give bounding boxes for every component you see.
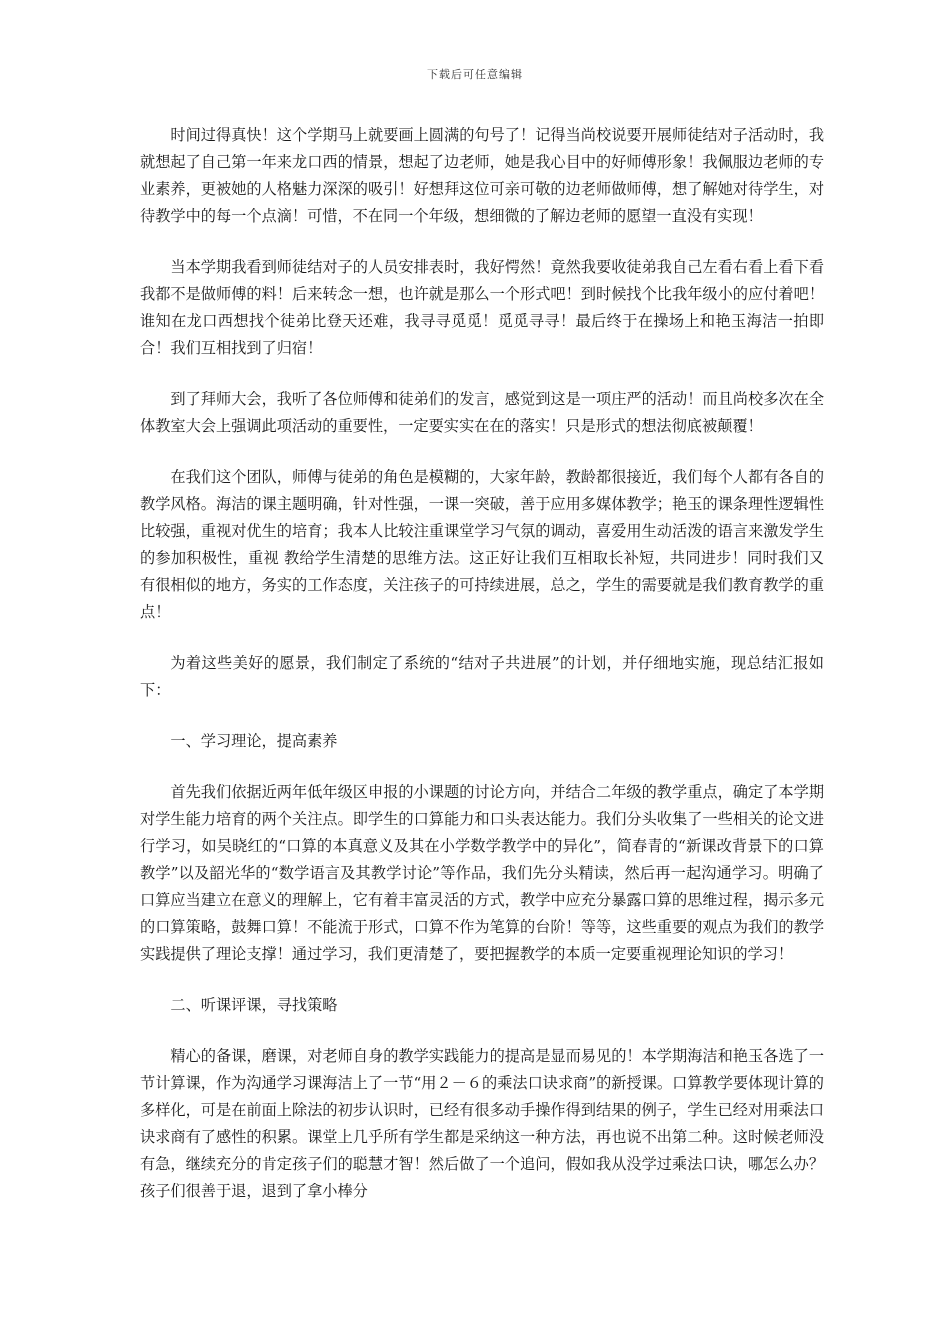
paragraph-apprentice-ceremony: 到了拜师大会，我听了各位师傅和徒弟们的发言，感觉到这是一项庄严的活动！而且尚校多次在全体教室大会上强调此项活动的重要性，一定要实实在在的落实！只是形式的想法彻底被颠覆！ — [140, 390, 824, 435]
paragraph-lesson-preparation: 精心的备课，磨课，对老师自身的教学实践能力的提高是显而易见的！本学期海洁和艳玉各选了一节计算课，作为沟通学习课海洁上了一节“用２－６的乘法口诀求商”的新授课。口算教学要体现计算的多样化，可是在前面上除法的初步认识时，已经有很多动手操作得到结果的例子，学生已经对用乘法口诀求商有了感性的积累。课堂上几乎所有学生都是采纳这一种方法，再也说不出第二种。这时候老师没有急，继续充分的肯定孩子们的聪慧才智！然后做了一个追问，假如我从没学过乘法口诀，哪怎么办？孩子们很善于退，退到了拿小棒分 — [140, 1047, 824, 1200]
paragraph-intro: 时间过得真快！这个学期马上就要画上圆满的句号了！记得当尚校说要开展师徒结对子活动时，我就想起了自己第一年来龙口西的情景，想起了边老师，她是我心目中的好师傅形象！我佩服边老师的专业素养，更被她的人格魅力深深的吸引！好想拜这位可亲可敬的边老师做师傅，想了解她对待学生，对待教学中的每一个点滴！可惜，不在同一个年级，想细微的了解边老师的愿望一直没有实现！ — [140, 126, 824, 225]
section-heading-lesson-review: 二、听课评课，寻找策略 — [170, 996, 338, 1014]
section-heading-theory: 一、学习理论，提高素养 — [170, 732, 338, 750]
paragraph-pairing-arrangement: 当本学期我看到师徒结对子的人员安排表时，我好愕然！竟然我要收徒弟我自己左看右看上看下看我都不是做师傅的料！后来转念一想，也许就是那么一个形式吧！到时候找个比我年级小的应付着吧！谁知在龙口西想找个徒弟比登天还难，我寻寻觅觅！觅觅寻寻！最后终于在操场上和艳玉海洁一拍即合！我们互相找到了归宿！ — [140, 258, 824, 357]
paragraph-team-styles: 在我们这个团队，师傅与徒弟的角色是模糊的，大家年龄，教龄都很接近，我们每个人都有各自的教学风格。海洁的课主题明确，针对性强，一课一突破，善于应用多媒体教学；艳玉的课条理性逻辑性比较强，重视对优生的培育；我本人比较注重课堂学习气氛的调动，喜爱用生动活泼的语言来激发学生的参加积极性，重视 教给学生清楚的思维方法。这正好让我们互相取长补短，共同进步！同时我们又有很相似的地方，务实的工作态度，关注孩子的可持续进展，总之，学生的需要就是我们教育教学的重点！ — [140, 468, 824, 621]
paragraph-plan-summary: 为着这些美好的愿景，我们制定了系统的“结对子共进展”的计划，并仔细地实施，现总结汇报如下： — [140, 654, 824, 699]
page-header: 下载后可任意编辑 — [427, 68, 523, 81]
paragraph-theory-study: 首先我们依据近两年低年级区申报的小课题的讨论方向，并结合二年级的教学重点，确定了本学期对学生能力培育的两个关注点。即学生的口算能力和口头表达能力。我们分头收集了一些相关的论文进行学习，如吴晓红的“口算的本真意义及其在小学数学教学中的异化”，简春青的“新课改背景下的口算教学”以及韶光华的“数学语言及其教学讨论”等作品，我们先分头精读，然后再一起沟通学习。明确了口算应当建立在意义的理解上，它有着丰富灵活的方式，教学中应充分暴露口算的思维过程，揭示多元的口算策略，鼓舞口算！不能流于形式，口算不作为笔算的台阶！等等，这些重要的观点为我们的教学实践提供了理论支撑！通过学习，我们更清楚了，要把握教学的本质一定要重视理论知识的学习！ — [140, 783, 824, 963]
document-body — [140, 122, 824, 1229]
